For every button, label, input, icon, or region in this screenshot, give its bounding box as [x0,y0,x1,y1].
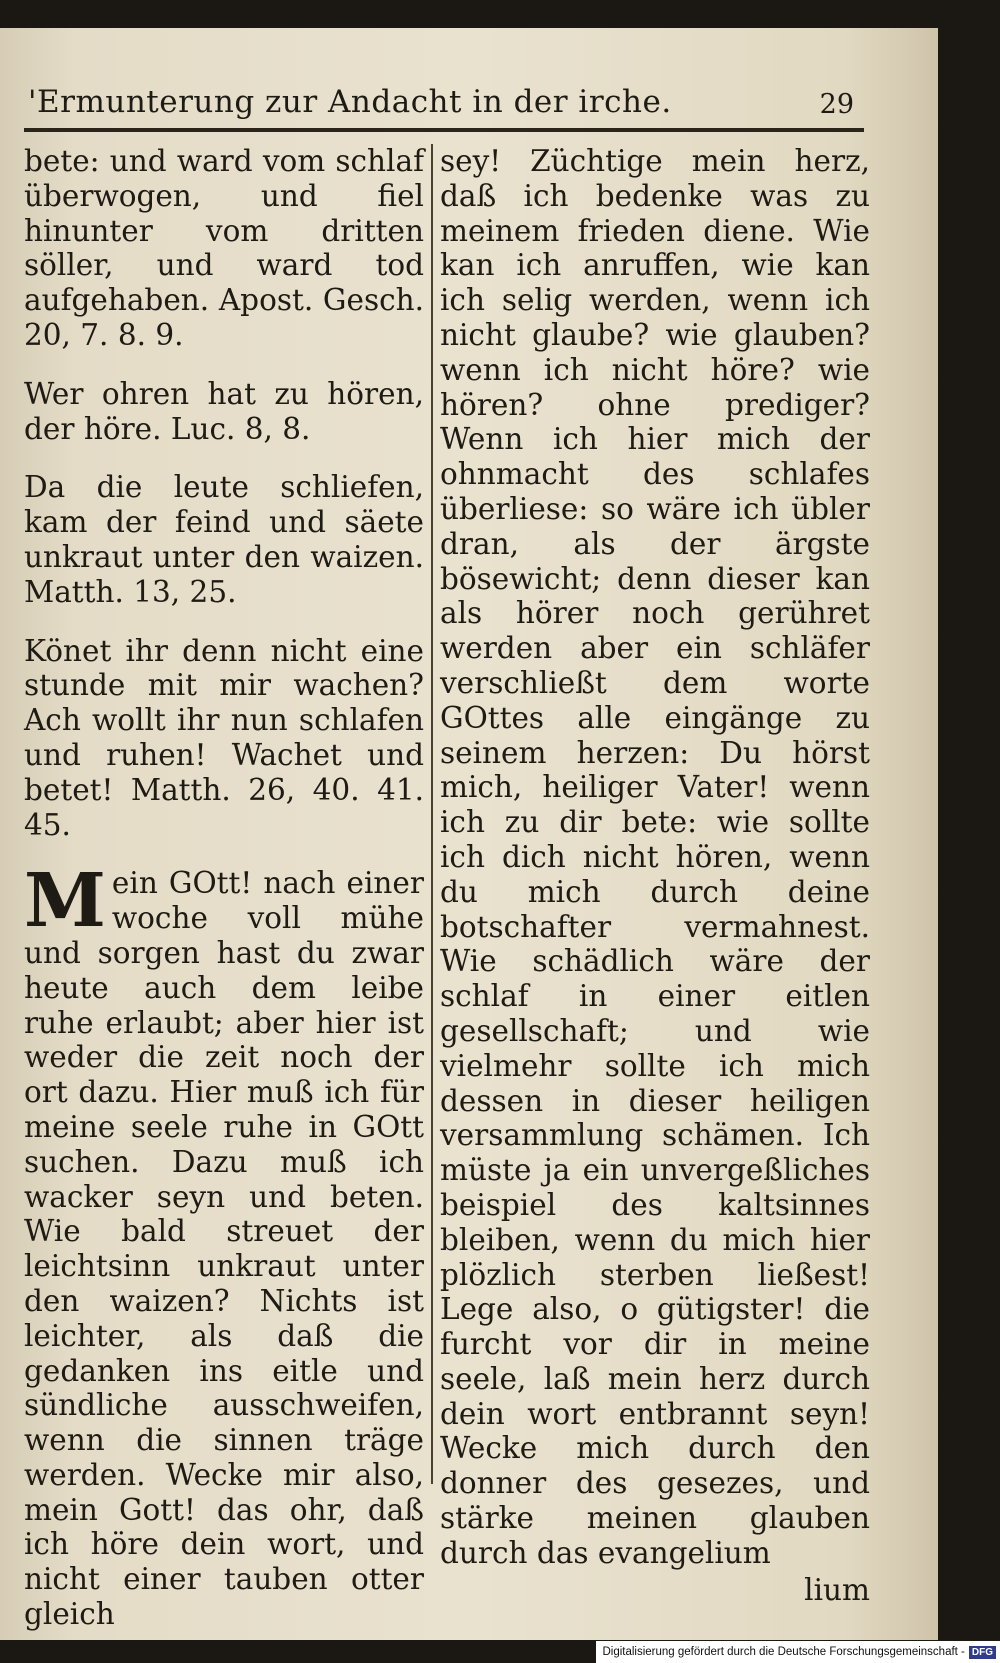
drop-capital: M [24,858,106,945]
credit-text: Digitalisierung gefördert durch die Deutsche Forschungsgemeinschaft - [602,1646,965,1658]
catchword: lium [804,1572,870,1607]
paragraph-right-1: sey! Züchtige mein herz, daß ich bedenke was zu meinem frieden diene. Wie kan ich anruffen, wie kan ich selig werden, wenn ich nicht glaube? wie glauben? wenn ich nicht höre? wie hören? ohne prediger? Wenn ich hier mich der ohnmacht des schlafes überliese: so wäre ich übler dran, als der ärgste bösewicht; denn dieser kan als hörer noch gerühret werden aber ein schläfer verschließt dem worte GOttes alle eingänge zu seinem herzen: Du hörst mich, heiliger Vater! wenn ich zu dir bete: wie sollte ich dich nicht hören, wenn du mich durch deine botschafter vermahnest. Wie schädlich wäre der schlaf in einer eitlen gesellschaft; und wie vielmehr sollte ich mich dessen in dieser heiligen versammlung schämen. Ich müste ja ein unvergeßliches beispiel des kaltsinnes bleiben, wenn du mich hier plözlich sterben ließest! Lege also, o gütigster! die furcht vor dir in meine seele, laß mein herz durch dein wort entbrannt seyn! Wecke mich durch den donner des gesezes, und stärke meinen glauben durch das evangelium [440,144,870,1570]
book-page [0,28,938,1640]
paragraph-left-3: Da die leute schliefen, kam der feind und säete unkraut unter den waizen. Matth. 13, 25. [24,470,424,609]
page-header [28,66,858,118]
right-column [440,144,870,1607]
dfg-logo: DFG [969,1646,996,1659]
column-divider [431,144,433,1484]
digitization-credit [596,1641,1000,1663]
paragraph-left-5-text: ein GOtt! nach einer woche voll mühe und sorgen hast du zwar heute auch dem leibe ruhe erlaubt; aber hier ist weder die zeit noch der ort dazu. Hier muß ich für meine seele ruhe in GOtt suchen. Dazu muß ich wacker seyn und beten. Wie bald streuet der leichtsinn unkraut unter den waizen? Nichts ist leichter, als daß die gedanken ins eitle und sündliche ausschweifen, wenn die sinnen träge werden. Wecke mir also, mein Gott! das ohr, daß ich höre dein wort, und nicht einer tauben otter gleich [24,866,424,1632]
paragraph-left-4: Könet ihr denn nicht eine stunde mit mir wachen? Ach wollt ihr nun schlafen und ruhen! Wachet und betet! Matth. 26, 40. 41. 45. [24,633,424,842]
header-rule [24,128,864,132]
left-column [24,144,424,1632]
paragraph-left-1: bete: und ward vom schlaf überwogen, und fiel hinunter vom dritten söller, und ward tod aufgehaben. Apost. Gesch. 20, 7. 8. 9. [24,144,424,352]
page-number: 29 [819,89,854,120]
running-head: 'Ermunterung zur Andacht in der irche. [28,84,672,120]
paragraph-left-5 [24,858,424,1632]
paragraph-left-2: Wer ohren hat zu hören, der höre. Luc. 8, 8. [24,376,424,446]
